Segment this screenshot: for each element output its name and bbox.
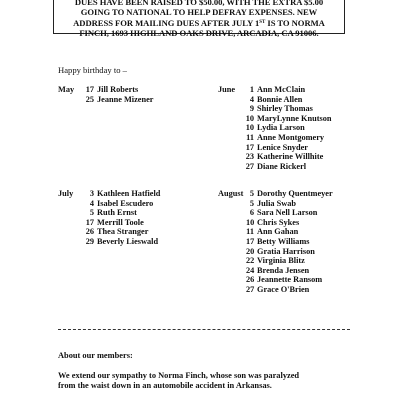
birthday-entry — [218, 133, 331, 143]
birthday-name: Diane Rickerl — [257, 161, 307, 171]
birthday-month — [218, 285, 246, 295]
birthday-entry — [218, 247, 333, 257]
birthday-entry — [58, 95, 153, 105]
birthday-day: 9 — [249, 104, 254, 114]
birthday-month: July — [58, 189, 74, 198]
birthday-day: 4 — [89, 198, 94, 208]
birthday-list-august — [218, 189, 333, 295]
birthday-month — [218, 208, 246, 218]
birthday-month — [218, 123, 240, 133]
birthday-month — [218, 227, 246, 237]
birthday-entry — [58, 237, 160, 247]
birthday-entry — [58, 227, 160, 237]
birthday-name: Ann Gahan — [257, 227, 299, 237]
birthday-name: Bonnie Allen — [257, 94, 303, 104]
birthday-month — [58, 237, 76, 247]
birthday-name: Lenice Snyder — [257, 142, 308, 152]
birthday-list-may — [58, 85, 153, 104]
birthday-name: Julia Swab — [257, 198, 296, 208]
birthday-month — [218, 162, 240, 172]
birthday-entry — [218, 285, 333, 295]
birthday-name: Gratia Harrison — [257, 246, 315, 256]
birthday-day: 17 — [85, 85, 94, 94]
birthday-day: 10 — [246, 217, 255, 227]
birthday-month — [218, 247, 246, 257]
birthday-month — [58, 199, 76, 209]
birthday-name: Brenda Jensen — [257, 265, 310, 275]
section-divider — [58, 329, 350, 330]
birthday-heading: Happy birthday to – — [58, 65, 127, 75]
notice-line: GOING TO NATIONAL TO HELP DEFRAY EXPENSES. NEW — [80, 7, 318, 18]
birthday-entry — [218, 256, 333, 266]
birthday-month: May — [58, 85, 75, 94]
birthday-name: Jeannette Ransom — [257, 275, 323, 285]
birthday-day: 17 — [85, 217, 94, 227]
birthday-month — [218, 237, 246, 247]
birthday-month — [218, 133, 240, 143]
birthday-name: Katherine Willhite — [257, 152, 324, 162]
birthday-entry — [218, 237, 333, 247]
members-paragraph — [58, 371, 358, 391]
birthday-month — [218, 104, 240, 114]
birthday-day: 3 — [89, 189, 94, 198]
birthday-name: Isabel Escudero — [97, 198, 154, 208]
members-heading: About our members: — [58, 351, 133, 360]
birthday-name: Ruth Ernst — [97, 208, 137, 218]
birthday-name: Thea Stranger — [97, 227, 149, 237]
birthday-day: 25 — [85, 94, 94, 104]
notice-superscript: ST — [259, 19, 266, 25]
birthday-month — [218, 275, 246, 285]
birthday-day: 29 — [85, 236, 94, 246]
birthday-month — [58, 95, 76, 105]
birthday-name: Sara Nell Larson — [257, 208, 318, 218]
birthday-day: 6 — [249, 208, 254, 218]
birthday-name: Ann McClain — [257, 85, 306, 94]
birthday-day: 27 — [246, 284, 255, 294]
birthday-entry — [58, 189, 160, 199]
birthday-entry — [218, 114, 331, 124]
birthday-entry — [218, 104, 331, 114]
birthday-day: 4 — [249, 94, 254, 104]
notice-line-text: ADDRESS FOR MAILING DUES AFTER JULY 1 — [73, 17, 260, 28]
birthday-entry — [218, 208, 333, 218]
birthday-entry — [58, 199, 160, 209]
birthday-month — [58, 218, 76, 228]
birthday-month — [218, 266, 246, 276]
birthday-month: August — [218, 189, 244, 198]
birthday-month — [218, 199, 246, 209]
birthday-day: 24 — [246, 265, 255, 275]
birthday-entry — [218, 162, 331, 172]
birthday-name: Kathleen Hatfield — [97, 189, 161, 198]
birthday-day: 10 — [245, 113, 254, 123]
birthday-day: 5 — [89, 208, 94, 218]
birthday-entry — [218, 85, 331, 95]
birthday-name: Jill Roberts — [97, 85, 139, 94]
birthday-day: 1 — [249, 85, 254, 94]
birthday-month — [58, 208, 76, 218]
birthday-entry — [218, 95, 331, 105]
birthday-entry — [218, 152, 331, 162]
birthday-name: Merrill Toole — [97, 217, 144, 227]
birthday-name: MaryLynne Knutson — [257, 113, 332, 123]
birthday-day: 22 — [246, 256, 255, 266]
notice-line — [58, 18, 340, 28]
birthday-day: 5 — [249, 189, 254, 198]
birthday-entry — [218, 189, 333, 199]
notice-line: DUES HAVE BEEN RAISED TO $50.00, WITH THE EXTRA $5.00 — [74, 0, 324, 7]
birthday-list-july — [58, 189, 160, 247]
birthday-month — [218, 256, 246, 266]
birthday-day: 20 — [246, 246, 255, 256]
birthday-name: Chris Sykes — [257, 217, 300, 227]
paragraph-line: from the waist down in an automobile accident in Arkansas. — [58, 380, 272, 390]
birthday-name: Lydia Larson — [257, 123, 305, 133]
birthday-day: 11 — [246, 132, 254, 142]
paragraph-line: We extend our sympathy to Norma Finch, whose son was paralyzed — [58, 371, 300, 380]
birthday-day: 17 — [245, 142, 254, 152]
birthday-day: 23 — [245, 152, 254, 162]
notice-line-text: IS TO NORMA — [265, 17, 325, 28]
birthday-entry — [218, 275, 333, 285]
birthday-month — [58, 227, 76, 237]
birthday-day: 11 — [246, 227, 254, 237]
birthday-day: 10 — [245, 123, 254, 133]
birthday-name: Shirley Thomas — [257, 104, 313, 114]
birthday-entry — [58, 85, 153, 95]
birthday-name: Grace O'Brien — [257, 284, 310, 294]
birthday-entry — [218, 227, 333, 237]
birthday-month — [218, 143, 240, 153]
birthday-entry — [58, 218, 160, 228]
dues-notice-box — [53, 0, 345, 38]
birthday-name: Dorothy Quentmeyer — [257, 189, 333, 198]
birthday-month — [218, 152, 240, 162]
notice-line: FINCH, 1693 HIGHLAND OAKS DRIVE, ARCADIA, CA 91006. — [79, 27, 319, 38]
birthday-month — [218, 218, 246, 228]
birthday-name: Virginia Blitz — [257, 256, 305, 266]
birthday-name: Beverly Lieswald — [97, 236, 159, 246]
birthday-entry — [218, 266, 333, 276]
birthday-list-june — [218, 85, 331, 171]
birthday-entry — [58, 208, 160, 218]
birthday-entry — [218, 218, 333, 228]
birthday-month — [218, 114, 240, 124]
birthday-entry — [218, 123, 331, 133]
birthday-entry — [218, 143, 331, 153]
birthday-month — [218, 95, 240, 105]
birthday-name: Betty Williams — [257, 236, 310, 246]
birthday-day: 26 — [85, 227, 94, 237]
birthday-name: Jeanne Mizener — [97, 94, 154, 104]
birthday-day: 26 — [246, 275, 255, 285]
birthday-name: Anne Montgomery — [257, 132, 325, 142]
birthday-day: 5 — [249, 198, 254, 208]
birthday-entry — [218, 199, 333, 209]
birthday-day: 27 — [245, 161, 254, 171]
birthday-month: June — [218, 85, 236, 94]
birthday-day: 17 — [246, 236, 255, 246]
